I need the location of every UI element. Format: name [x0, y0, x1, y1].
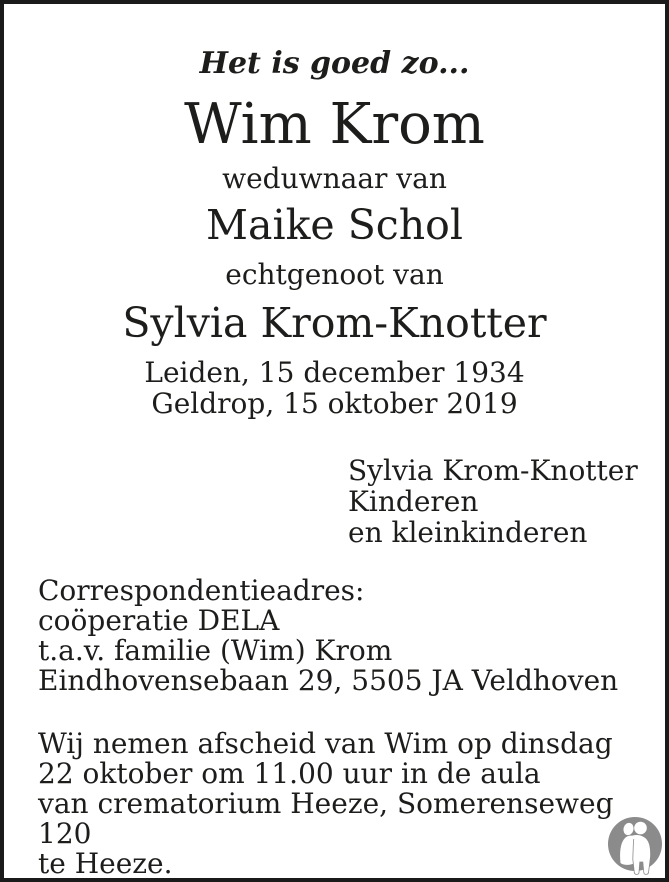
- obituary-content: [4, 4, 665, 879]
- obituary-header: [4, 46, 665, 419]
- spouse-name-1: Maike Schol: [206, 201, 463, 249]
- death-place-date: Geldrop, 15 oktober 2019: [151, 387, 518, 420]
- spouse-name-2: Sylvia Krom-Knotter: [122, 299, 547, 347]
- farewell-ceremony-block: [38, 729, 665, 879]
- family-signature-block: [348, 455, 665, 548]
- correspondence-line: Eindhovensebaan 29, 5505 JA Veldhoven: [38, 664, 619, 697]
- relation-label-1: weduwnaar van: [222, 162, 447, 195]
- correspondence-line: Correspondentieadres:: [38, 574, 365, 607]
- farewell-line: van crematorium Heeze, Somerenseweg 120: [38, 787, 614, 850]
- deceased-name: Wim Krom: [184, 92, 485, 157]
- correspondence-address-block: [38, 576, 665, 696]
- life-dates: [4, 357, 665, 419]
- signature-line: en kleinkinderen: [348, 516, 588, 549]
- dela-embracing-figures-icon: [607, 817, 663, 875]
- opening-quote: Het is goed zo...: [199, 46, 470, 81]
- signature-line: Kinderen: [348, 485, 479, 518]
- relation-label-2: echtgenoot van: [225, 258, 444, 291]
- correspondence-line: coöperatie DELA: [38, 604, 280, 637]
- farewell-line: Wij nemen afscheid van Wim op dinsdag: [38, 727, 613, 760]
- farewell-line: 22 oktober om 11.00 uur in de aula: [38, 757, 541, 790]
- correspondence-line: t.a.v. familie (Wim) Krom: [38, 634, 393, 667]
- signature-line: Sylvia Krom-Knotter: [348, 454, 638, 487]
- birth-place-date: Leiden, 15 december 1934: [144, 356, 525, 389]
- farewell-line: te Heeze.: [38, 847, 173, 880]
